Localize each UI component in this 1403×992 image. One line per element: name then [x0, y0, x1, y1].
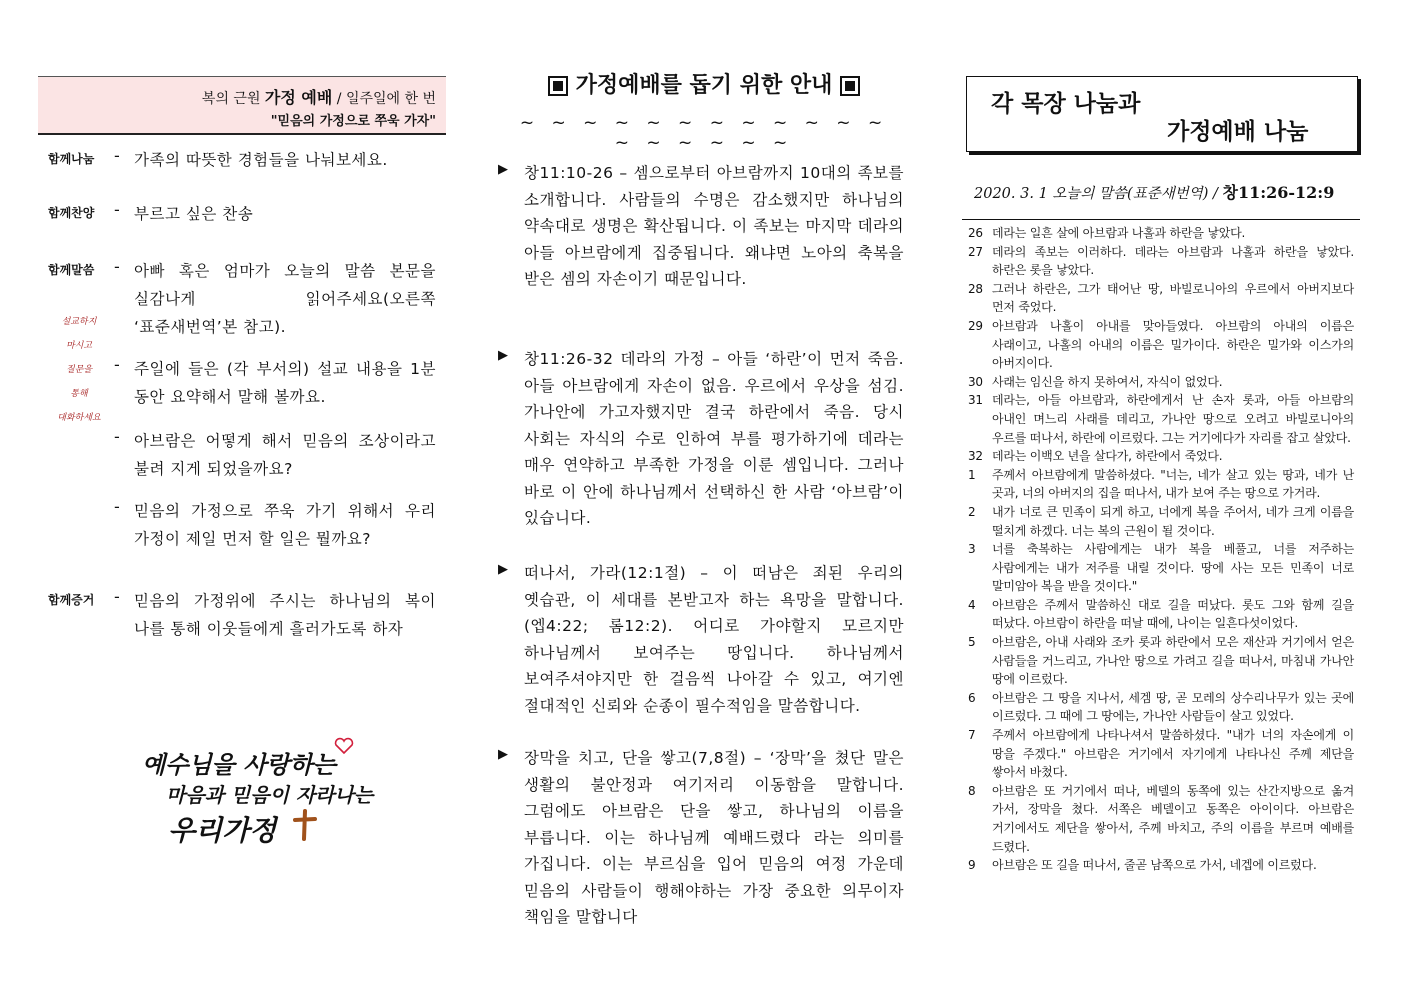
worship-header: [38, 76, 446, 135]
verse-item: [968, 447, 1354, 466]
row-dash: -: [114, 355, 120, 374]
verse-item: [968, 856, 1354, 875]
calligraphy-line: 예수님을 사랑하는: [142, 750, 336, 779]
row-dash: -: [114, 587, 120, 606]
row-label: 함께찬양: [48, 206, 95, 220]
verse-text: 사래는 임신을 하지 못하여서, 자식이 없었다.: [992, 374, 1223, 389]
verse-number: 3: [968, 542, 976, 557]
verse-text: 아브람은 또 거기에서 떠나, 베델의 동쪽에 있는 산간지방으로 옮겨 가서, 장막을 쳤다. 서쪽은 베델이고 동쪽은 아이이다. 아브람은 거기에서도 제단을 쌓아서, 주께 바치고, 주의 이름을 부르며 예배를 드렸다.: [992, 783, 1354, 854]
scripture-ref: 창11:26-12:9: [1222, 183, 1335, 202]
side-note-line: 질문을: [65, 365, 93, 375]
verse-number: 2: [968, 504, 976, 519]
header-post: / 일주일에 한 번: [336, 91, 436, 107]
heart-icon: [334, 737, 354, 755]
verse-number: 28: [968, 281, 983, 296]
verse-item: [968, 689, 1354, 726]
verse-text: 아브람과 나홀이 아내를 맞아들였다. 아브람의 아내의 이름은 사래이고, 나홀의 아내의 이름은 밀가이다. 하란은 밀가와 이스가의 아버지이다.: [992, 318, 1354, 371]
verse-list: [968, 224, 1354, 875]
square-icon: [548, 76, 568, 96]
side-note-line: 통해: [70, 389, 88, 399]
side-note: [54, 310, 104, 430]
side-note-line: 대화하세요: [57, 413, 101, 423]
row-text: 믿음의 가정으로 쭈욱 가기 위해서 우리 가정이 제일 먼저 할 일은 뭘까요?: [134, 502, 436, 548]
verse-item: [968, 726, 1354, 782]
verse-number: 9: [968, 858, 976, 873]
row-dash: -: [114, 427, 120, 446]
row-dash: -: [114, 257, 120, 276]
verse-text: 데라는 이백오 년을 살다가, 하란에서 죽었다.: [992, 449, 1223, 464]
row-text: 아브람은 어떻게 해서 믿음의 조상이라고 불려 지게 되었을까요?: [134, 432, 436, 478]
verse-number: 29: [968, 318, 983, 333]
row-text: 주일에 들은 (각 부서의) 설교 내용을 1분 동안 요약해서 말해 볼까요.: [134, 360, 436, 406]
arrow-icon: ▶: [498, 162, 508, 177]
row-text: 아빠 혹은 엄마가 오늘의 말씀 본문을 실감나게 읽어주세요(오른쪽 ‘표준새번역’본 참고).: [134, 262, 436, 336]
verse-text: 아브람은 그 땅을 지나서, 세겜 땅, 곧 모레의 상수리나무가 있는 곳에 이르렀다. 그 때에 그 땅에는, 가나안 사람들이 살고 있었다.: [992, 690, 1354, 724]
row-text: 가족의 따뜻한 경험들을 나눠보세요.: [134, 151, 388, 169]
row-dash: -: [114, 200, 120, 219]
verse-text: 내가 너로 큰 민족이 되게 하고, 너에게 복을 주어서, 네가 크게 이름을 떨치게 하겠다. 너는 복의 근원이 될 것이다.: [992, 504, 1354, 538]
verse-text: 데라의 족보는 이러하다. 데라는 아브람과 나홀과 하란을 낳았다. 하란은 롯을 낳았다.: [992, 244, 1354, 278]
guide-title: [508, 68, 900, 99]
cross-icon: [292, 809, 318, 841]
verse-text: 주께서 아브람에게 말씀하셨다. "너는, 네가 살고 있는 땅과, 네가 난 곳과, 너의 아버지의 집을 떠나서, 내가 보여 주는 땅으로 가거라.: [992, 467, 1354, 501]
side-note-line: 마시고: [65, 341, 93, 351]
verse-number: 6: [968, 690, 976, 705]
verse-number: 5: [968, 635, 976, 650]
verse-number: 4: [968, 597, 976, 612]
row-label: 함께증거: [48, 593, 95, 607]
box-title-line2: 가정예배 나눔: [1167, 119, 1309, 145]
verse-text: 데라는 일흔 살에 아브람과 나홀과 하란을 낳았다.: [992, 226, 1246, 240]
guide-title-text: 가정예배를 돕기 위한 안내: [575, 73, 833, 98]
verse-item: [968, 224, 1354, 243]
verse-text: 아브람은 주께서 말씀하신 대로 길을 떠났다. 롯도 그와 함께 길을 떠났다. 아브람이 하란을 떠날 때에, 나이는 일흔다섯이었다.: [992, 597, 1354, 631]
verse-item: [968, 782, 1354, 856]
row-text: 부르고 싶은 찬송: [134, 205, 254, 223]
row-label: 함께나눔: [48, 152, 95, 166]
side-note-line: 설교하지: [61, 317, 97, 327]
verse-number: 26: [968, 226, 983, 240]
paragraph-text: 창11:10-26 – 셈으로부터 아브람까지 10대의 족보를 소개합니다. 사람들의 수명은 감소했지만 하나님의 약속대로 생명은 확산됩니다. 이 족보는 마지막 데라의 아들 아브람에게 집중됩니다. 왜냐면 노아의 축복을 받은 셈의 자손이기 때문입니다.: [524, 164, 904, 288]
verse-item: [968, 243, 1354, 280]
row-dash: -: [114, 497, 120, 516]
square-icon: [840, 76, 860, 96]
box-title-line1: 각 목장 나눔과: [991, 91, 1141, 117]
verse-item: [968, 540, 1354, 596]
verse-number: 1: [968, 467, 976, 482]
paragraph-text: 떠나서, 가라(12:1절) – 이 떠남은 죄된 우리의 옛습관, 이 세대를 본받고자 하는 욕망을 말합니다. (엡4:22; 롬12:2). 어디로 가야할지 모르지만 하나님께서 보여주는 땅입니다. 하나님께서 보여주셔야지만 한 걸음씩 나아갈 수 있고, 여기엔 절대적인 신뢰와 순종이 필수적임을 말씀합니다.: [524, 564, 904, 715]
verse-item: [968, 317, 1354, 373]
arrow-icon: ▶: [498, 562, 508, 577]
verse-number: 7: [968, 728, 976, 743]
verse-number: 32: [968, 449, 983, 464]
verse-number: 31: [968, 393, 983, 408]
row-label: 함께말씀: [48, 263, 95, 277]
arrow-icon: ▶: [498, 348, 508, 363]
calligraphy-logo: [142, 745, 382, 845]
verse-item: [968, 391, 1354, 447]
verse-item: [968, 280, 1354, 317]
date-text: 2020. 3. 1 오늘의 말씀(표준새번역) /: [974, 186, 1218, 202]
verse-text: 아브람은 또 길을 떠나서, 줄곧 남쪽으로 가서, 네겝에 이르렀다.: [992, 858, 1317, 873]
verse-item: [968, 633, 1354, 689]
tilde-divider: ~ ~ ~ ~ ~ ~ ~ ~ ~ ~ ~ ~ ~ ~ ~ ~ ~ ~: [519, 113, 889, 153]
scripture-date: [974, 180, 1334, 203]
arrow-icon: ▶: [498, 747, 508, 762]
calligraphy-line: 우리가정: [168, 814, 277, 847]
verse-item: [968, 466, 1354, 503]
sharing-title-box: [966, 76, 1358, 152]
header-line1: [202, 85, 436, 108]
header-bold: 가정 예배: [264, 88, 333, 107]
verse-number: 30: [968, 374, 983, 389]
verse-item: [968, 373, 1354, 392]
verse-number: 27: [968, 244, 983, 259]
header-slogan: "믿음의 가정으로 쭈욱 가자": [270, 114, 436, 129]
row-text: 믿음의 가정위에 주시는 하나님의 복이 나를 통해 이웃들에게 흘러가도록 하자: [134, 592, 436, 638]
verse-item: [968, 503, 1354, 540]
verse-number: 8: [968, 783, 976, 798]
header-pre: 복의 근원: [201, 91, 261, 107]
verse-text: 주께서 아브람에게 나타나셔서 말씀하셨다. "내가 너의 자손에게 이 땅을 주겠다." 아브람은 거기에서 자기에게 나타나신 주께 제단을 쌓아서 바쳤다.: [992, 728, 1354, 780]
verse-text: 아브람은, 아내 사래와 조카 롯과 하란에서 모은 재산과 거기에서 얻은 사람들을 거느리고, 가나안 땅으로 가려고 길을 떠나서, 마침내 가나안 땅에 이르렀다.: [992, 635, 1354, 687]
paragraph-text: 장막을 치고, 단을 쌓고(7,8절) – ‘장막’을 쳤단 말은 생활의 불안정과 여기저리 이동함을 말합니다. 그럼에도 아브람은 단을 쌓고, 하나님의 이름을 부릅니다. 이는 하나님께 예배드렸다 라는 의미를 가집니다. 이는 부르심을 입어 믿음의 여정 가운데 믿음의 사람들이 행해야하는 가장 중요한 의무이자 책임을 말합니다: [524, 749, 904, 926]
verse-text: 너를 축복하는 사람에게는 내가 복을 베풀고, 너를 저주하는 사람에게는 내가 저주를 내릴 것이다. 땅에 사는 모든 민족이 너로 말미암아 복을 받을 것이다.": [992, 542, 1354, 594]
row-dash: -: [114, 146, 120, 165]
paragraph-text: 창11:26-32 데라의 가정 – 아들 ‘하란’이 먼저 죽음. 아들 아브람에게 자손이 없음. 우르에서 우상을 섬김. 가나안에 가고자했지만 결국 하란에서 죽음. 당시 사회는 자식의 수로 인하여 부를 평가하기에 데라는 매우 연약하고 부족한 가정을 이룬 셈입니다. 그러나 바로 이 안에 하나님께서 선택하신 한 사람 ‘아브람’이 있습니다.: [524, 350, 904, 527]
verse-text: 데라는, 아들 아브람과, 하란에게서 난 손자 롯과, 아들 아브람의 아내인 며느리 사래를 데리고, 가나안 땅으로 오려고 바빌로니아의 우르를 떠나서, 하란에 이르렀다. 그는 거기에다가 자리를 잡고 살았다.: [992, 393, 1354, 445]
verse-text: 그러나 하란은, 그가 태어난 땅, 바빌로니아의 우르에서 아버지보다 먼저 죽었다.: [992, 281, 1354, 315]
calligraphy-line: 마음과 믿음이 자라나는: [166, 783, 374, 807]
verse-item: [968, 596, 1354, 633]
divider: [962, 219, 1360, 220]
